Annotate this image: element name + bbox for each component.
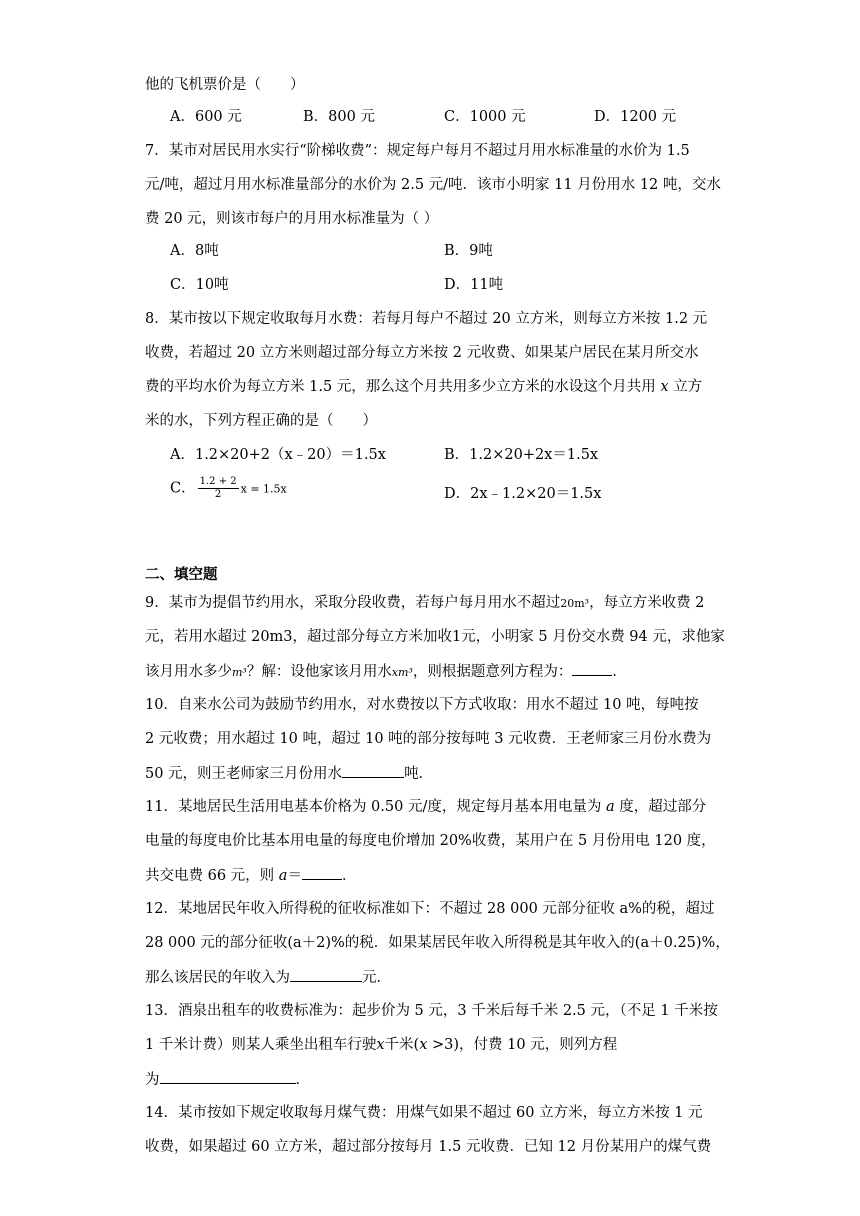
q6-option-a[interactable]: A．600 元 xyxy=(170,109,242,125)
q11-line-1-a: 11．某地居民生活用电基本价格为 0.50 元/度，规定每月基本用电量为 xyxy=(145,799,602,815)
q12-line-2: 28 000 元的部分征收(a＋2)%的税．如果某居民年收入所得税是其年收入的(a＋0.25)%， xyxy=(145,935,730,951)
q11-var-a-2: a xyxy=(278,868,288,884)
q7-option-a[interactable]: A．8吨 xyxy=(170,243,219,259)
q12-line-3-a: 那么该居民的年收入为 xyxy=(145,970,290,986)
q11-line-3-d: ． xyxy=(341,868,357,884)
q13-line-2-e: >3)，付费 10 元，则列方程 xyxy=(427,1037,618,1053)
q11-var-a: a xyxy=(605,799,615,815)
q7-line-2: 元/吨，超过月用水标准量部分的水价为 2.5 元/吨．该市小明家 11 月份用水 12 吨，交水 xyxy=(145,177,721,193)
fraction-numerator: 1.2 + 2 xyxy=(199,476,237,487)
q14-line-1: 14．某市按如下规定收取每月煤气费：用煤气如果不超过 60 立方米，每立方米按 1 元 xyxy=(145,1105,703,1121)
q9-line-1 xyxy=(145,593,704,614)
q13-line-3-b: ． xyxy=(295,1072,310,1088)
q11-line-2: 电量的每度电价比基本用电量的每度电价增加 20%收费，某用户在 5 月份用电 120 度， xyxy=(145,833,716,849)
q13-line-2-c: 千米( xyxy=(384,1037,420,1053)
q11-line-3-a: 共交电费 66 元，则 xyxy=(145,868,275,884)
q10-line-1: 10．自来水公司为鼓励节约用水，对水费按以下方式收取：用水不超过 10 吨，每吨按 xyxy=(145,697,699,713)
q6-tail: 他的飞机票价是（ ） xyxy=(145,77,305,93)
section-title-fill-in: 二、填空题 xyxy=(145,567,218,583)
q11-line-1 xyxy=(145,797,706,817)
q10-answer-blank[interactable] xyxy=(342,763,404,778)
q7-line-3: 费 20 元，则该市每户的月用水标准量为（ ） xyxy=(145,211,439,227)
q7-line-1: 7．某市对居民用水实行“阶梯收费”：规定每户每月不超过月用水标准量的水价为 1.5 xyxy=(145,143,690,159)
q10-line-3-a: 50 元，则王老师家三月份用水 xyxy=(145,766,343,782)
q12-line-1: 12．某地居民年收入所得税的征收标准如下：不超过 28 000 元部分征收 a%的税，超过 xyxy=(145,901,715,917)
q11-equals: ＝ xyxy=(287,868,302,884)
q8-variable: x xyxy=(660,379,669,395)
q13-line-2-a: 1 千米计费）则某人乘坐出租车行驶 xyxy=(145,1037,377,1053)
q8-line-2: 收费，若超过 20 立方米则超过部分每立方米按 2 元收费、如果某户居民在某月所交水 xyxy=(145,345,699,361)
q8-option-c-rest: x = 1.5x xyxy=(240,482,287,496)
q9-line-3-e: ，则根据题意列方程为： xyxy=(412,664,573,680)
q10-line-2: 2 元收费；用水超过 10 吨，超过 10 吨的部分按每吨 3 元收费．王老师家三月份水费为 xyxy=(145,731,712,747)
q13-line-1: 13．酒泉出租车的收费标准为：起步价为 5 元，3 千米后每千米 2.5 元，（不足 1 千米按 xyxy=(145,1003,718,1019)
q7-option-c[interactable]: C．10吨 xyxy=(170,277,229,293)
q6-option-b[interactable]: B．800 元 xyxy=(303,109,375,125)
q13-var-x: x xyxy=(376,1037,385,1053)
q9-line-3 xyxy=(145,661,627,683)
q8-option-c-label: C． xyxy=(170,480,196,497)
q10-line-3 xyxy=(145,763,433,784)
q13-var-x-2: x xyxy=(419,1037,428,1053)
q14-line-2: 收费，如果超过 60 立方米，超过部分按每月 1.5 元收费．已知 12 月份某用户的煤气费 xyxy=(145,1139,712,1155)
q11-answer-blank[interactable] xyxy=(302,865,342,880)
q9-var-unit: xm³ xyxy=(391,666,413,679)
q9-line-2: 元，若用水超过 20m3，超过部分每立方米加收1元，小明家 5 月份交水费 94 元，求他家 xyxy=(145,629,725,645)
q9-line-1-tail: ，每立方米收费 2 xyxy=(589,595,705,611)
q9-volume: 20m³ xyxy=(560,597,590,610)
fraction-denominator: 2 xyxy=(214,489,222,500)
q7-option-d[interactable]: D．11吨 xyxy=(444,277,504,293)
q6-option-d[interactable]: D．1200 元 xyxy=(594,109,677,125)
q13-line-3 xyxy=(145,1069,310,1090)
q13-line-3-a: 为 xyxy=(145,1072,160,1088)
q13-answer-blank[interactable] xyxy=(160,1069,296,1084)
q13-line-2 xyxy=(145,1035,617,1055)
q8-option-c[interactable] xyxy=(170,476,287,501)
q7-option-b[interactable]: B．9吨 xyxy=(444,243,493,259)
q8-option-c-fraction xyxy=(198,476,239,501)
q12-line-3 xyxy=(145,967,391,988)
q8-option-d[interactable]: D．2x﹣1.2×20＝1.5x xyxy=(444,486,602,502)
q8-line-3-tail: 立方 xyxy=(673,379,703,395)
q9-unit: m³ xyxy=(232,666,247,679)
q9-line-3-c: ？解：设他家该月用水 xyxy=(246,664,392,680)
q8-option-b[interactable]: B．1.2×20+2x＝1.5x xyxy=(444,447,599,463)
q8-line-4: 米的水，下列方程正确的是（ ） xyxy=(145,413,377,429)
q9-answer-blank[interactable] xyxy=(572,661,612,676)
q6-option-c[interactable]: C．1000 元 xyxy=(444,109,526,125)
q9-line-3-f: ． xyxy=(612,664,627,680)
q8-line-3 xyxy=(145,377,702,397)
q11-line-3 xyxy=(145,865,356,886)
q12-line-3-b: 元． xyxy=(362,970,391,986)
q9-line-1-text: 9．某市为提倡节约用水，采取分段收费，若每户每月用水不超过 xyxy=(145,595,561,611)
q9-line-3-a: 该月用水多少 xyxy=(145,664,232,680)
q10-line-3-b: 吨． xyxy=(404,766,434,782)
q12-answer-blank[interactable] xyxy=(290,967,362,982)
q11-line-1-c: 度，超过部分 xyxy=(619,799,707,815)
q8-line-3-text: 费的平均水价为每立方米 1.5 元，那么这个月共用多少立方米的水设这个月共用 xyxy=(145,379,656,395)
q8-option-a[interactable]: A．1.2×20+2（x﹣20）＝1.5x xyxy=(170,447,386,463)
q8-line-1: 8．某市按以下规定收取每月水费：若每月每户不超过 20 立方米，则每立方米按 1.2 元 xyxy=(145,311,708,327)
